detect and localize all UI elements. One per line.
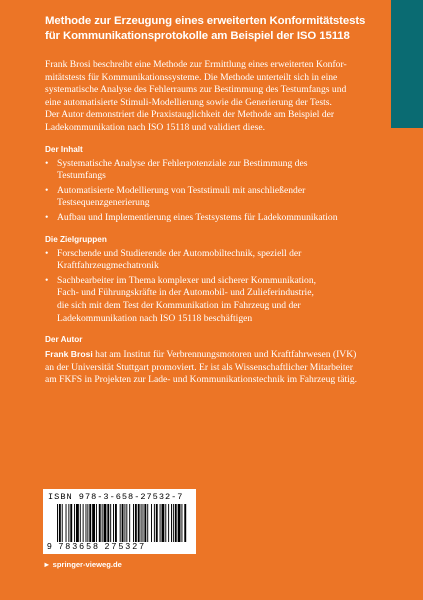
- barcode-bar: [120, 504, 121, 542]
- section-heading-autor: Der Autor: [45, 335, 83, 345]
- title-line: für Kommunikationsprotokolle am Beispiel der ISO 15118: [45, 30, 350, 42]
- barcode-bar: [141, 504, 142, 542]
- barcode-bar: [80, 504, 81, 542]
- intro-line: eine automatisierte Stimuli-Modellierung sowie die Generierung der Tests.: [45, 96, 332, 108]
- zielgruppen-list: [45, 248, 379, 326]
- barcode-bar: [66, 504, 67, 542]
- intro-line: Der Autor demonstriert die Praxistauglichkeit der Methode am Beispiel der: [45, 109, 335, 121]
- isbn-label: ISBN 978-3-658-27532-7: [48, 492, 184, 502]
- list-item: [45, 185, 379, 210]
- barcode-bar: [173, 504, 174, 542]
- list-item-line: Kraftfahrzeugmechatronik: [57, 260, 159, 272]
- intro-line: Frank Brosi beschreibt eine Methode zur Ermittlung eines erweiterten Konfor-: [45, 59, 347, 70]
- author-line: an der Universität Stuttgart promoviert. Er ist als Wissenschaftlicher Mitarbeiter: [45, 361, 353, 373]
- list-item-line: • Systematische Analyse der Fehlerpotenziale zur Bestimmung des: [57, 157, 308, 169]
- barcode-bar: [147, 504, 148, 542]
- barcode-bar: [107, 504, 109, 542]
- barcode-bar: [168, 504, 169, 542]
- list-item-line: Testumfangs: [57, 170, 106, 182]
- barcode-bar: [133, 504, 134, 542]
- barcode-bar: [68, 504, 69, 542]
- barcode-bar: [57, 504, 58, 542]
- list-item: [45, 212, 379, 225]
- list-item: [45, 158, 379, 183]
- barcode-bar: [102, 504, 103, 542]
- barcode-bar: [151, 504, 152, 542]
- barcode-bar: [113, 504, 114, 542]
- ean-digits: 9 783658 275327: [47, 541, 147, 551]
- barcode-bar: [59, 504, 61, 542]
- barcode-bar: [129, 504, 130, 542]
- barcode-bar: [62, 504, 63, 542]
- author-line: am FKFS in Projekten zur Lade- und Kommunikationstechnik im Fahrzeug tätig.: [45, 374, 358, 386]
- list-item-line: • Aufbau und Implementierung eines Testsystems für Ladekommunikation: [57, 211, 338, 223]
- accent-tab: [391, 0, 423, 128]
- author-paragraph: [45, 348, 379, 387]
- barcode-bar: [126, 504, 127, 542]
- barcode-bar: [144, 504, 146, 542]
- barcode-bar: [70, 504, 72, 542]
- barcode-bar: [184, 504, 186, 542]
- barcode-bar: [74, 504, 75, 542]
- author-name: Frank Brosi: [45, 349, 93, 360]
- barcode-bar: [181, 504, 182, 542]
- barcode-bar: [138, 504, 140, 542]
- section-heading-inhalt: Der Inhalt: [45, 144, 83, 154]
- list-item-line: • Automatisierte Modellierung von Teststimuli mit anschließender: [57, 184, 306, 196]
- title-line: Methode zur Erzeugung eines erweiterten Konformitätstests: [45, 15, 366, 27]
- intro-line: mitätstests für Kommunikationssysteme. Die Methode unterteilt sich in eine: [45, 71, 338, 83]
- barcode-bar: [178, 504, 181, 542]
- author-line-text: hat am Institut für Verbrennungsmotoren und Kraftfahrwesen (IVK): [92, 349, 357, 361]
- barcode-bar: [99, 504, 101, 542]
- barcode-bar: [135, 504, 137, 542]
- barcode-bar: [124, 504, 125, 542]
- barcode-bar: [175, 504, 177, 542]
- section-heading-zielgruppen: Die Zielgruppen: [45, 234, 107, 244]
- intro-line: systematische Analyse des Fehlerraums zur Bestimmung des Testumfangs und: [45, 84, 347, 96]
- barcode-bar: [171, 504, 172, 542]
- list-item-line: • Forschende und Studierende der Automobiltechnik, speziell der: [57, 247, 302, 259]
- barcode-bar: [154, 504, 155, 542]
- barcode-bars: [57, 504, 187, 542]
- list-item: [45, 248, 379, 273]
- book-title: [45, 14, 379, 44]
- barcode-bar: [165, 504, 166, 542]
- barcode-bar: [156, 504, 158, 542]
- barcode-bar: [122, 504, 124, 542]
- list-item: [45, 275, 379, 325]
- inhalt-list: [45, 158, 379, 225]
- barcode-bar: [86, 504, 87, 542]
- barcode-bar: [110, 504, 111, 542]
- barcode-bar: [104, 504, 107, 542]
- back-cover-text: [45, 14, 379, 387]
- author-line: [45, 348, 379, 362]
- barcode-bar: [76, 504, 79, 542]
- barcode-bar: [83, 504, 84, 542]
- barcode-bar: [89, 504, 91, 542]
- intro-line: Ladekommunikation nach ISO 15118 und validiert diese.: [45, 121, 265, 133]
- list-item-line: Ladekommunikation nach ISO 15118 beschäftigen: [57, 312, 253, 324]
- barcode-bar: [160, 504, 161, 542]
- barcode-bar: [115, 504, 117, 542]
- isbn-barcode: [43, 489, 196, 554]
- list-item-line: • Sachbearbeiter im Thema komplexer und sicherer Kommunikation,: [57, 274, 317, 286]
- list-item-line: Fach- und Führungskräfte in der Automobil- und Zulieferindustrie,: [57, 287, 314, 299]
- intro-paragraph: [45, 59, 379, 135]
- list-item-line: Testsequenzgenerierung: [57, 197, 150, 209]
- barcode-bar: [162, 504, 165, 542]
- list-item-line: die sich mit dem Test der Kommunikation im Fahrzeug und der: [57, 299, 301, 311]
- barcode-bar: [96, 504, 97, 542]
- barcode-bar: [143, 504, 144, 542]
- barcode-bar: [92, 504, 95, 542]
- publisher-url: ► springer-vieweg.de: [43, 560, 122, 569]
- barcode-bar: [87, 504, 88, 542]
